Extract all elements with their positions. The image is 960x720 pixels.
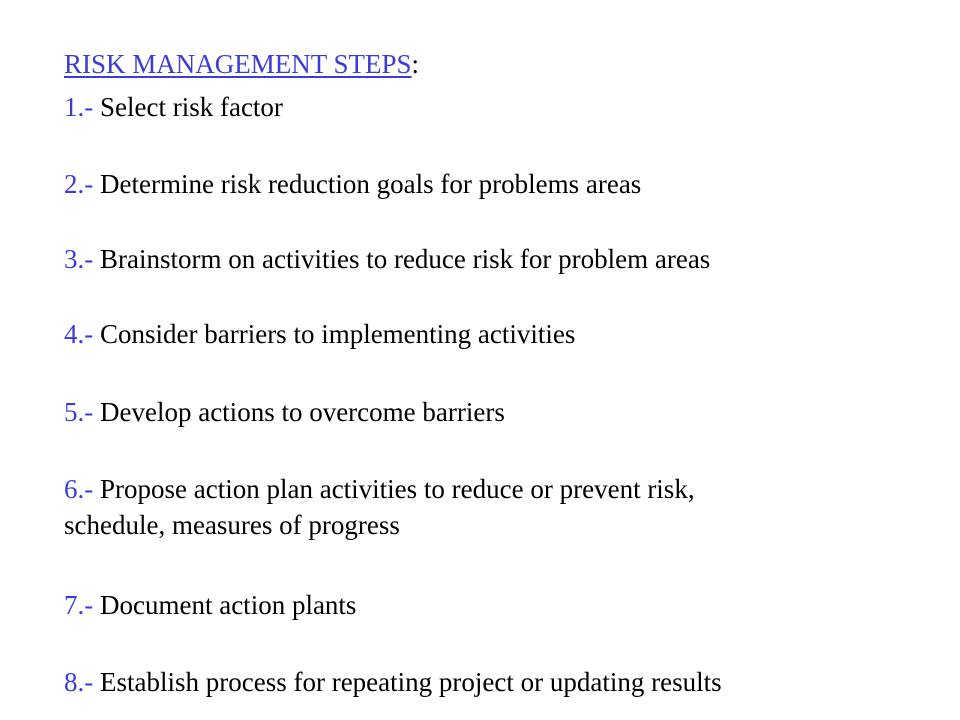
title-line [64, 48, 419, 80]
step-number: 6.- [64, 474, 94, 504]
step-text-continuation: schedule, measures of progress [64, 510, 400, 540]
step-number: 8.- [64, 667, 94, 697]
step-number: 4.- [64, 319, 94, 349]
step-4 [64, 316, 575, 352]
step-7 [64, 587, 356, 623]
step-number: 5.- [64, 397, 94, 427]
step-text: Establish process for repeating project or updating results [100, 667, 722, 697]
step-2 [64, 166, 641, 202]
step-text: Document action plants [100, 590, 357, 620]
step-number: 2.- [64, 169, 94, 199]
step-number: 1.- [64, 92, 94, 122]
page-title: RISK MANAGEMENT STEPS [64, 49, 412, 79]
title-colon: : [411, 49, 420, 79]
step-text: Select risk factor [100, 92, 283, 122]
step-text: Determine risk reduction goals for problems areas [100, 169, 642, 199]
step-number: 7.- [64, 590, 94, 620]
step-text: Develop actions to overcome barriers [100, 397, 505, 427]
step-number: 3.- [64, 244, 94, 274]
step-text: Brainstorm on activities to reduce risk for problem areas [100, 244, 711, 274]
step-5 [64, 394, 505, 430]
step-1 [64, 89, 283, 125]
step-6 [64, 471, 695, 543]
step-8 [64, 664, 722, 700]
step-text: Consider barriers to implementing activities [100, 319, 576, 349]
step-text: Propose action plan activities to reduce or prevent risk, [100, 474, 695, 504]
step-3 [64, 241, 710, 277]
